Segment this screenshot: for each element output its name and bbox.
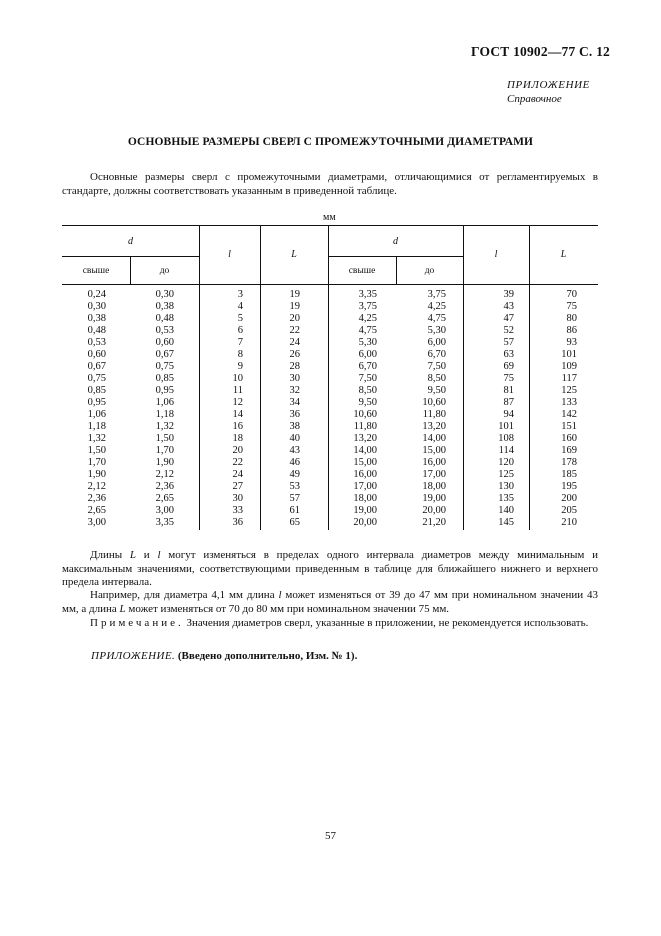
column-right-above — [328, 289, 377, 529]
table-cell: 125 — [498, 469, 514, 480]
table-cell: 151 — [561, 421, 577, 432]
table-cell: 1,32 — [87, 433, 106, 444]
table-cell: 32 — [289, 385, 300, 396]
table-cell: 142 — [561, 409, 577, 420]
table-cell: 16 — [232, 421, 243, 432]
paragraph-length-ranges — [62, 549, 598, 590]
table-cell: 19 — [289, 289, 300, 300]
para2-text-1: Например, для диаметра 4,1 мм длина — [90, 589, 279, 601]
table-cell: 1,50 — [155, 433, 174, 444]
table-cell: 1,90 — [87, 469, 106, 480]
table-cell: 3,75 — [358, 301, 377, 312]
table-cell: 4,75 — [358, 325, 377, 336]
table-cell: 18,00 — [422, 481, 446, 492]
table-cell: 2,36 — [87, 493, 106, 504]
table-cell: 3,75 — [427, 289, 446, 300]
table-cell: 63 — [503, 349, 514, 360]
para1-symbol-l: l — [157, 549, 161, 561]
table-cell: 1,90 — [155, 457, 174, 468]
table-cell: 24 — [289, 337, 300, 348]
column-left-upto — [130, 289, 174, 529]
table-cell: 20 — [289, 313, 300, 324]
table-cell: 0,85 — [87, 385, 106, 396]
header-upto-right: до — [424, 266, 435, 276]
table-cell: 87 — [503, 397, 514, 408]
table-header-bottom-rule — [62, 284, 598, 285]
table-cell: 70 — [566, 289, 577, 300]
table-cell: 0,60 — [87, 349, 106, 360]
table-cell: 101 — [561, 349, 577, 360]
table-cell: 0,38 — [87, 313, 106, 324]
appendix-label: ПРИЛОЖЕНИЕ — [507, 79, 590, 91]
table-cell: 0,85 — [155, 373, 174, 384]
header-upto-left: до — [159, 266, 170, 276]
table-cell: 19,00 — [422, 493, 446, 504]
note-paragraph — [62, 617, 598, 631]
intro-paragraph: Основные размеры сверл с промежуточными диаметрами, отличающимися от регламентируемых в стандарте, должны соответствовать указанным в приведенной таблице. — [62, 171, 598, 197]
table-cell: 135 — [498, 493, 514, 504]
table-cell: 75 — [566, 301, 577, 312]
table-cell: 11,80 — [422, 409, 446, 420]
table-cell: 9,50 — [358, 397, 377, 408]
table-cell: 109 — [561, 361, 577, 372]
table-cell: 57 — [503, 337, 514, 348]
table-cell: 5 — [237, 313, 243, 324]
table-cell: 200 — [561, 493, 577, 504]
column-right-upto — [396, 289, 446, 529]
table-cell: 0,38 — [155, 301, 174, 312]
table-cell: 108 — [498, 433, 514, 444]
header-L-left: L — [291, 249, 297, 260]
note-label: Примечание. — [90, 617, 184, 629]
table-cell: 7 — [237, 337, 243, 348]
table-cell: 3 — [237, 289, 243, 300]
column-left-above — [62, 289, 106, 529]
table-cell: 52 — [503, 325, 514, 336]
table-cell: 1,06 — [155, 397, 174, 408]
table-cell: 1,70 — [87, 457, 106, 468]
table-cell: 1,18 — [155, 409, 174, 420]
table-cell: 94 — [503, 409, 514, 420]
document-title: ОСНОВНЫЕ РАЗМЕРЫ СВЕРЛ С ПРОМЕЖУТОЧНЫМИ ДИАМЕТРАМИ — [127, 136, 534, 148]
table-cell: 46 — [289, 457, 300, 468]
table-cell: 61 — [289, 505, 300, 516]
table-cell: 6,70 — [358, 361, 377, 372]
table-cell: 5,30 — [427, 325, 446, 336]
table-cell: 26 — [289, 349, 300, 360]
table-cell: 2,12 — [87, 481, 106, 492]
page-number: 57 — [325, 830, 336, 842]
table-cell: 117 — [561, 373, 577, 384]
table-cell: 75 — [503, 373, 514, 384]
table-cell: 18,00 — [353, 493, 377, 504]
table-cell: 7,50 — [358, 373, 377, 384]
note-text: Значения диаметров сверл, указанные в приложении, не рекомендуется использовать. — [183, 617, 589, 629]
amendment-note: (Введено дополнительно, Изм. № 1). — [175, 650, 358, 662]
table-cell: 7,50 — [427, 361, 446, 372]
table-cell: 33 — [232, 505, 243, 516]
table-cell: 86 — [566, 325, 577, 336]
table-cell: 145 — [498, 517, 514, 528]
table-cell: 0,53 — [87, 337, 106, 348]
table-cell: 11,80 — [353, 421, 377, 432]
table-cell: 22 — [289, 325, 300, 336]
table-cell: 4,25 — [358, 313, 377, 324]
table-cell: 4 — [237, 301, 243, 312]
table-cell: 6,70 — [427, 349, 446, 360]
table-cell: 28 — [289, 361, 300, 372]
column-right-l — [463, 289, 514, 529]
table-cell: 125 — [561, 385, 577, 396]
table-cell: 34 — [289, 397, 300, 408]
table-cell: 30 — [232, 493, 243, 504]
table-cell: 205 — [561, 505, 577, 516]
table-cell: 19 — [289, 301, 300, 312]
table-cell: 2,65 — [155, 493, 174, 504]
table-cell: 14,00 — [353, 445, 377, 456]
table-cell: 8,50 — [427, 373, 446, 384]
header-above-left: свыше — [82, 266, 110, 276]
table-cell: 20 — [232, 445, 243, 456]
table-cell: 14 — [232, 409, 243, 420]
table-cell: 140 — [498, 505, 514, 516]
table-cell: 0,30 — [87, 301, 106, 312]
table-cell: 14,00 — [422, 433, 446, 444]
para1-text-1: Длины — [90, 549, 130, 561]
table-cell: 47 — [503, 313, 514, 324]
table-cell: 27 — [232, 481, 243, 492]
table-cell: 2,65 — [87, 505, 106, 516]
table-cell: 65 — [289, 517, 300, 528]
table-cell: 36 — [232, 517, 243, 528]
appendix-type: Справочное — [507, 93, 562, 105]
table-cell: 80 — [566, 313, 577, 324]
table-cell: 15,00 — [353, 457, 377, 468]
column-left-L — [260, 289, 300, 529]
table-cell: 3,35 — [155, 517, 174, 528]
table-cell: 57 — [289, 493, 300, 504]
header-l-left: l — [228, 249, 231, 260]
table-cell: 1,70 — [155, 445, 174, 456]
table-cell: 178 — [561, 457, 577, 468]
table-cell: 10,60 — [422, 397, 446, 408]
table-cell: 0,48 — [87, 325, 106, 336]
table-cell: 0,75 — [155, 361, 174, 372]
table-cell: 39 — [503, 289, 514, 300]
table-cell: 3,35 — [358, 289, 377, 300]
dimensions-table — [62, 225, 598, 530]
para2-text-2: может изменяться от 39 до 47 мм при номинальном значении 43 мм, а длина — [62, 589, 598, 615]
table-cell: 43 — [289, 445, 300, 456]
table-cell: 0,67 — [87, 361, 106, 372]
table-cell: 15,00 — [422, 445, 446, 456]
table-cell: 43 — [503, 301, 514, 312]
table-cell: 69 — [503, 361, 514, 372]
table-cell: 20,00 — [353, 517, 377, 528]
table-cell: 81 — [503, 385, 514, 396]
table-cell: 36 — [289, 409, 300, 420]
table-cell: 120 — [498, 457, 514, 468]
table-cell: 17,00 — [353, 481, 377, 492]
header-l-right: l — [494, 249, 498, 260]
table-cell: 53 — [289, 481, 300, 492]
document-code: ГОСТ 10902—77 С. 12 — [471, 44, 610, 59]
table-cell: 20,00 — [422, 505, 446, 516]
para1-text-2: и — [136, 549, 158, 561]
para2-symbol-L: L — [119, 602, 126, 615]
table-cell: 130 — [498, 481, 514, 492]
table-cell: 8 — [237, 349, 243, 360]
table-cell: 0,53 — [155, 325, 174, 336]
header-L-right: L — [560, 249, 567, 260]
table-cell: 16,00 — [422, 457, 446, 468]
table-cell: 3,00 — [155, 505, 174, 516]
table-cell: 0,67 — [155, 349, 174, 360]
table-cell: 1,32 — [155, 421, 174, 432]
table-cell: 93 — [566, 337, 577, 348]
table-cell: 0,24 — [87, 289, 106, 300]
table-cell: 0,95 — [87, 397, 106, 408]
table-cell: 24 — [232, 469, 243, 480]
table-cell: 10 — [232, 373, 243, 384]
table-cell: 12 — [232, 397, 243, 408]
header-above-right: свыше — [348, 266, 376, 276]
table-cell: 114 — [498, 445, 514, 456]
appendix-block — [507, 78, 590, 106]
column-left-l — [199, 289, 243, 529]
table-cell: 5,30 — [358, 337, 377, 348]
amendment-appendix: ПРИЛОЖЕНИЕ. — [91, 650, 176, 662]
table-cell: 4,75 — [427, 313, 446, 324]
table-cell: 30 — [289, 373, 300, 384]
table-cell: 3,00 — [87, 517, 106, 528]
column-right-L — [529, 289, 577, 529]
table-cell: 18 — [232, 433, 243, 444]
table-cell: 210 — [561, 517, 577, 528]
table-cell: 19,00 — [353, 505, 377, 516]
table-cell: 133 — [561, 397, 577, 408]
table-cell: 169 — [561, 445, 577, 456]
para1-text-3: могут изменяться в пределах одного интервала диаметров между минимальным и максимальным значениями, соответствующими приведенным в таблице для ближайшего нижнего и верхнего предела интервала. — [62, 549, 598, 588]
table-cell: 21,20 — [422, 517, 446, 528]
table-cell: 11 — [232, 385, 243, 396]
table-cell: 2,36 — [155, 481, 174, 492]
para2-symbol-l: l — [278, 589, 282, 601]
header-d-right: d — [393, 236, 398, 247]
table-cell: 6,00 — [358, 349, 377, 360]
table-cell: 0,30 — [155, 289, 174, 300]
table-unit: мм — [323, 212, 336, 223]
table-cell: 13,20 — [353, 433, 377, 444]
table-cell: 16,00 — [353, 469, 377, 480]
table-cell: 49 — [289, 469, 300, 480]
table-cell: 6,00 — [427, 337, 446, 348]
table-cell: 195 — [561, 481, 577, 492]
header-d-left: d — [128, 236, 133, 247]
table-cell: 4,25 — [427, 301, 446, 312]
table-cell: 2,12 — [155, 469, 174, 480]
table-cell: 1,50 — [87, 445, 106, 456]
table-cell: 6 — [237, 325, 243, 336]
paragraph-example — [62, 589, 598, 616]
table-cell: 38 — [289, 421, 300, 432]
amendment-line — [91, 650, 357, 662]
table-cell: 0,95 — [155, 385, 174, 396]
table-cell: 1,18 — [87, 421, 106, 432]
table-cell: 17,00 — [422, 469, 446, 480]
table-cell: 8,50 — [358, 385, 377, 396]
table-cell: 9,50 — [427, 385, 446, 396]
table-cell: 185 — [561, 469, 577, 480]
table-cell: 160 — [561, 433, 577, 444]
table-cell: 40 — [289, 433, 300, 444]
table-cell: 0,48 — [155, 313, 174, 324]
table-cell: 0,75 — [87, 373, 106, 384]
table-cell: 101 — [498, 421, 514, 432]
table-cell: 13,20 — [422, 421, 446, 432]
table-cell: 1,06 — [87, 409, 106, 420]
table-cell: 9 — [237, 361, 243, 372]
table-cell: 22 — [232, 457, 243, 468]
para2-text-3: может изменяться от 70 до 80 мм при номинальном значении 75 мм. — [125, 602, 450, 615]
table-cell: 0,60 — [155, 337, 174, 348]
table-cell: 10,60 — [353, 409, 377, 420]
para1-symbol-L: L — [129, 549, 137, 561]
table-top-rule — [62, 225, 598, 226]
